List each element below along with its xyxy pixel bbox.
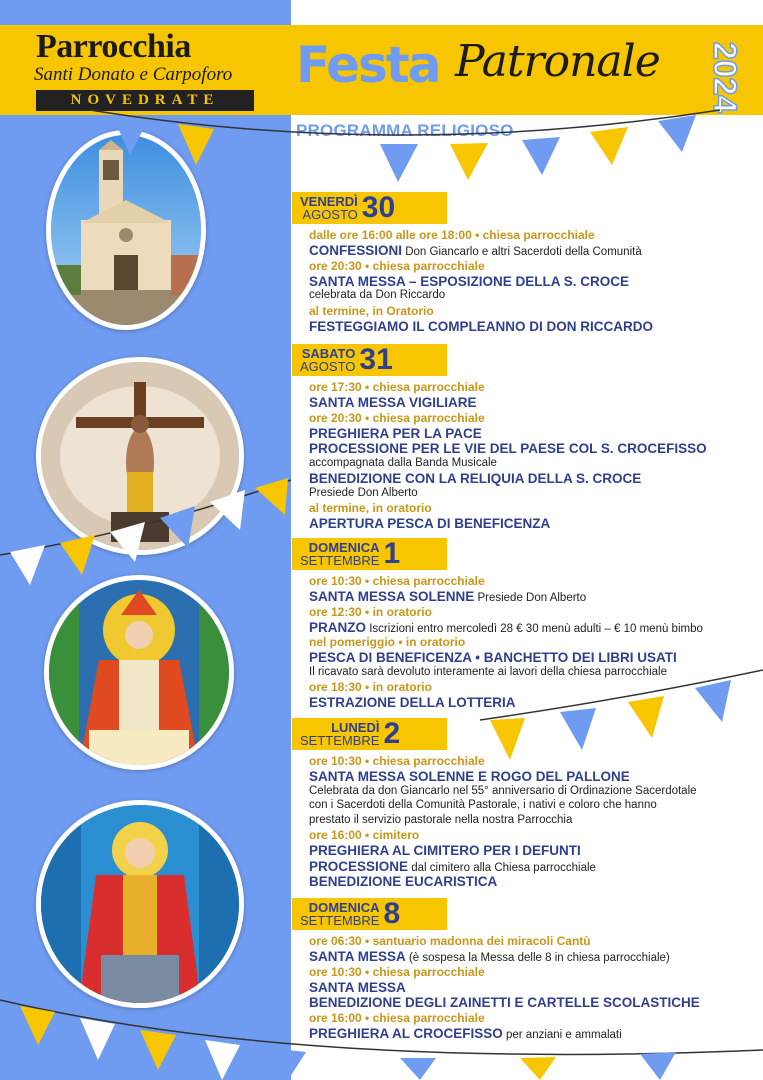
weekday: VENERDÌ bbox=[300, 194, 358, 209]
event-title: PRANZO Iscrizioni entro mercoledì 28 € 30 menù adulti – € 10 menù bimbo bbox=[309, 619, 703, 635]
event-time: dalle ore 16:00 alle ore 18:00 • chiesa parrocchiale bbox=[309, 228, 595, 242]
event-detail: Don Giancarlo e altri Sacerdoti della Comunità bbox=[402, 246, 642, 258]
event-note: celebrata da Don Riccardo bbox=[309, 289, 446, 301]
stained-glass-saint-photo bbox=[36, 800, 244, 1008]
event-title: ESTRAZIONE DELLA LOTTERIA bbox=[309, 695, 516, 710]
event-note: accompagnata dalla Banda Musicale bbox=[309, 456, 497, 469]
day-header bbox=[292, 718, 447, 750]
event-note: Presiede Don Alberto bbox=[309, 486, 418, 499]
event-note: Il ricavato sarà devoluto interamente ai lavori della chiesa parrocchiale bbox=[309, 665, 667, 678]
day-header bbox=[292, 898, 447, 930]
logo-town: NOVEDRATE bbox=[36, 90, 254, 111]
event-time: ore 20:30 • chiesa parrocchiale bbox=[309, 410, 485, 425]
event-time: ore 20:30 • chiesa parrocchiale bbox=[309, 258, 485, 273]
event-title: PROCESSIONE PER LE VIE DEL PAESE COL S. CROCEFISSO bbox=[309, 441, 707, 456]
event-title: SANTA MESSA SOLENNE E ROGO DEL PALLONE bbox=[309, 769, 630, 784]
month: SETTEMBRE bbox=[300, 733, 380, 748]
day-name bbox=[292, 901, 379, 927]
day-header bbox=[292, 192, 447, 224]
event-title: PREGHIERA AL CROCEFISSO per anziani e ammalati bbox=[309, 1025, 622, 1041]
logo-title: Parrocchia bbox=[36, 28, 191, 65]
event-time: ore 17:30 • chiesa parrocchiale bbox=[309, 380, 485, 394]
event-title: PESCA DI BENEFICENZA • BANCHETTO DEI LIBRI USATI bbox=[309, 650, 677, 665]
month: AGOSTO bbox=[302, 207, 358, 222]
logo-subtitle: Santi Donato e Carpoforo bbox=[34, 64, 233, 85]
event-time: al termine, in Oratorio bbox=[309, 303, 434, 318]
event-note: prestato il servizio pastorale nella nostra Parrocchia bbox=[309, 813, 573, 826]
event-title: PREGHIERA AL CIMITERO PER I DEFUNTI bbox=[309, 843, 581, 858]
bunting-right bbox=[480, 670, 763, 760]
stained-glass-bishop-photo bbox=[44, 575, 234, 770]
event-time: ore 10:30 • chiesa parrocchiale bbox=[309, 574, 485, 588]
weekday: SABATO bbox=[301, 346, 356, 361]
event-title: BENEDIZIONE DEGLI ZAINETTI E CARTELLE SCOLASTICHE bbox=[309, 995, 700, 1010]
event-note: con i Sacerdoti della Comunità Pastorale, i nativi e coloro che hanno bbox=[309, 799, 657, 811]
title-patronale: Patronale bbox=[455, 36, 660, 87]
event-detail: (è sospesa la Messa delle 8 in chiesa parrocchiale) bbox=[405, 952, 670, 964]
stained-glass-saint-image bbox=[41, 805, 239, 1003]
weekday: LUNEDÌ bbox=[331, 720, 380, 735]
title-year: 2024 bbox=[707, 41, 744, 114]
month: AGOSTO bbox=[300, 359, 356, 374]
event-time: ore 18:30 • in oratorio bbox=[309, 680, 432, 694]
crucifix-photo bbox=[36, 357, 244, 555]
event-title: CONFESSIONI Don Giancarlo e altri Sacerdoti della Comunità bbox=[309, 243, 642, 258]
event-time: ore 10:30 • chiesa parrocchiale bbox=[309, 964, 485, 979]
event-title: BENEDIZIONE CON LA RELIQUIA DELLA S. CROCE bbox=[309, 471, 642, 486]
event-note: Celebrata da don Giancarlo nel 55° anniversario di Ordinazione Sacerdotale bbox=[309, 784, 697, 797]
day-number: 2 bbox=[383, 717, 401, 750]
event-detail: per anziani e ammalati bbox=[502, 1028, 622, 1041]
day-header bbox=[292, 344, 447, 376]
event-title: SANTA MESSA SOLENNE Presiede Don Alberto bbox=[309, 589, 587, 604]
event-title: SANTA MESSA – ESPOSIZIONE DELLA S. CROCE bbox=[309, 273, 630, 289]
month: SETTEMBRE bbox=[300, 913, 380, 928]
event-time: ore 16:00 • cimitero bbox=[309, 828, 420, 842]
event-time: nel pomeriggio • in oratorio bbox=[309, 635, 466, 649]
day-number: 1 bbox=[383, 537, 401, 570]
stained-glass-bishop-image bbox=[49, 580, 229, 765]
weekday: DOMENICA bbox=[308, 540, 380, 555]
crucifix-image bbox=[41, 362, 239, 550]
day-number: 31 bbox=[359, 343, 393, 376]
day-name bbox=[292, 195, 358, 221]
weekday: DOMENICA bbox=[308, 900, 380, 915]
day-number: 30 bbox=[361, 191, 396, 224]
event-detail: Presiede Don Alberto bbox=[474, 592, 587, 604]
event-title: SANTA MESSA VIGILIARE bbox=[309, 395, 477, 410]
event-time: ore 16:00 • chiesa parrocchiale bbox=[309, 1010, 485, 1025]
church-facade-photo bbox=[46, 130, 206, 330]
event-time: ore 10:30 • chiesa parrocchiale bbox=[309, 754, 485, 768]
event-time: ore 06:30 • santuario madonna dei miracoli Cantù bbox=[309, 934, 591, 948]
title-festa: Festa bbox=[296, 36, 440, 94]
month: SETTEMBRE bbox=[300, 553, 380, 568]
programma-heading: PROGRAMMA RELIGIOSO bbox=[296, 121, 514, 140]
day-header bbox=[292, 538, 447, 570]
event-detail: Iscrizioni entro mercoledì 28 € 30 menù adulti – € 10 menù bimbo bbox=[366, 622, 703, 635]
event-title: SANTA MESSA bbox=[309, 979, 406, 995]
event-title: PROCESSIONE dal cimitero alla Chiesa parrocchiale bbox=[309, 858, 596, 874]
event-detail: dal cimitero alla Chiesa parrocchiale bbox=[408, 861, 596, 874]
event-title: APERTURA PESCA DI BENEFICENZA bbox=[309, 516, 551, 531]
day-name bbox=[292, 347, 355, 373]
church-facade-image bbox=[51, 135, 201, 325]
event-title: SANTA MESSA (è sospesa la Messa delle 8 in chiesa parrocchiale) bbox=[309, 949, 670, 964]
event-time: ore 12:30 • in oratorio bbox=[309, 604, 432, 619]
day-name bbox=[292, 721, 379, 747]
event-title: FESTEGGIAMO IL COMPLEANNO DI DON RICCARDO bbox=[309, 318, 654, 334]
event-time: al termine, in oratorio bbox=[309, 501, 432, 515]
day-name bbox=[292, 541, 379, 567]
event-title: BENEDIZIONE EUCARISTICA bbox=[309, 874, 498, 889]
day-number: 8 bbox=[383, 897, 401, 930]
event-title: PREGHIERA PER LA PACE bbox=[309, 425, 482, 441]
